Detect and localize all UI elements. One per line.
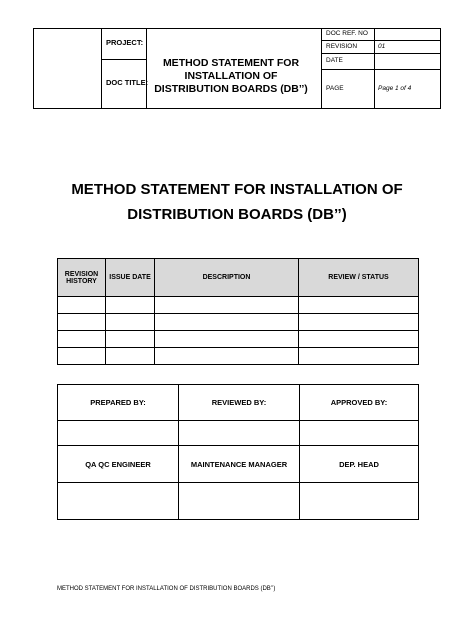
page-title: METHOD STATEMENT FOR INSTALLATION OF DISTRIBUTION BOARDS (DB’’): [71, 181, 403, 223]
page-number: Page 1 of 4: [378, 85, 412, 92]
column-header: REVISION HISTORY: [58, 259, 106, 297]
table-row: [58, 297, 419, 314]
qa-qc-engineer-label: QA QC ENGINEER: [58, 446, 179, 483]
signature-cell: [179, 483, 300, 520]
table-cell: [106, 297, 155, 314]
dep-head-label: DEP. HEAD: [300, 446, 419, 483]
column-header: ISSUE DATE: [106, 259, 155, 297]
signature-cell: [300, 421, 419, 446]
table-cell: [155, 297, 299, 314]
doc-title-label: DOC TITLE:: [106, 78, 149, 87]
maintenance-manager-label: MAINTENANCE MANAGER: [179, 446, 300, 483]
table-cell: [155, 348, 299, 365]
signature-cell: [58, 421, 179, 446]
approved-by-label: APPROVED BY:: [300, 385, 419, 421]
table-cell: [106, 314, 155, 331]
header-divider: [101, 59, 146, 60]
column-header: REVIEW / STATUS: [299, 259, 419, 297]
table-cell: [299, 331, 419, 348]
page-label: PAGE: [326, 85, 344, 92]
table-row: [58, 331, 419, 348]
page-footer: METHOD STATEMENT FOR INSTALLATION OF DISTRIBUTION BOARDS (DB’’): [57, 586, 276, 592]
table-cell: [299, 314, 419, 331]
date-label: DATE: [326, 57, 343, 64]
revision-value: 01: [378, 43, 386, 50]
table-cell: [299, 348, 419, 365]
table-cell: [299, 297, 419, 314]
header-divider: [101, 28, 102, 109]
project-label: PROJECT:: [106, 38, 144, 47]
table-cell: [58, 331, 106, 348]
table-cell: [58, 348, 106, 365]
reviewed-by-label: REVIEWED BY:: [179, 385, 300, 421]
signature-cell: [179, 421, 300, 446]
header-divider: [321, 69, 441, 70]
table-cell: [58, 314, 106, 331]
table-row: [58, 446, 419, 483]
table-cell: [155, 314, 299, 331]
prepared-by-label: PREPARED BY:: [58, 385, 179, 421]
table-cell: [106, 331, 155, 348]
table-row: [58, 483, 419, 520]
table-row: [58, 348, 419, 365]
table-row: [58, 314, 419, 331]
header-doc-title: METHOD STATEMENT FOR INSTALLATION OF DISTRIBUTION BOARDS (DB’’): [154, 57, 308, 95]
table-header-row: [58, 259, 419, 297]
table-cell: [58, 297, 106, 314]
header-divider: [321, 53, 441, 54]
signature-cell: [58, 483, 179, 520]
signature-cell: [300, 483, 419, 520]
doc-ref-label: DOC REF. NO: [326, 30, 368, 37]
table-cell: [106, 348, 155, 365]
revision-history-table: [57, 258, 419, 365]
revision-label: REVISION: [326, 43, 358, 50]
signoff-table: [57, 384, 419, 520]
column-header: DESCRIPTION: [155, 259, 299, 297]
table-cell: [155, 331, 299, 348]
table-row: [58, 421, 419, 446]
table-row: [58, 385, 419, 421]
header-divider: [321, 40, 441, 41]
